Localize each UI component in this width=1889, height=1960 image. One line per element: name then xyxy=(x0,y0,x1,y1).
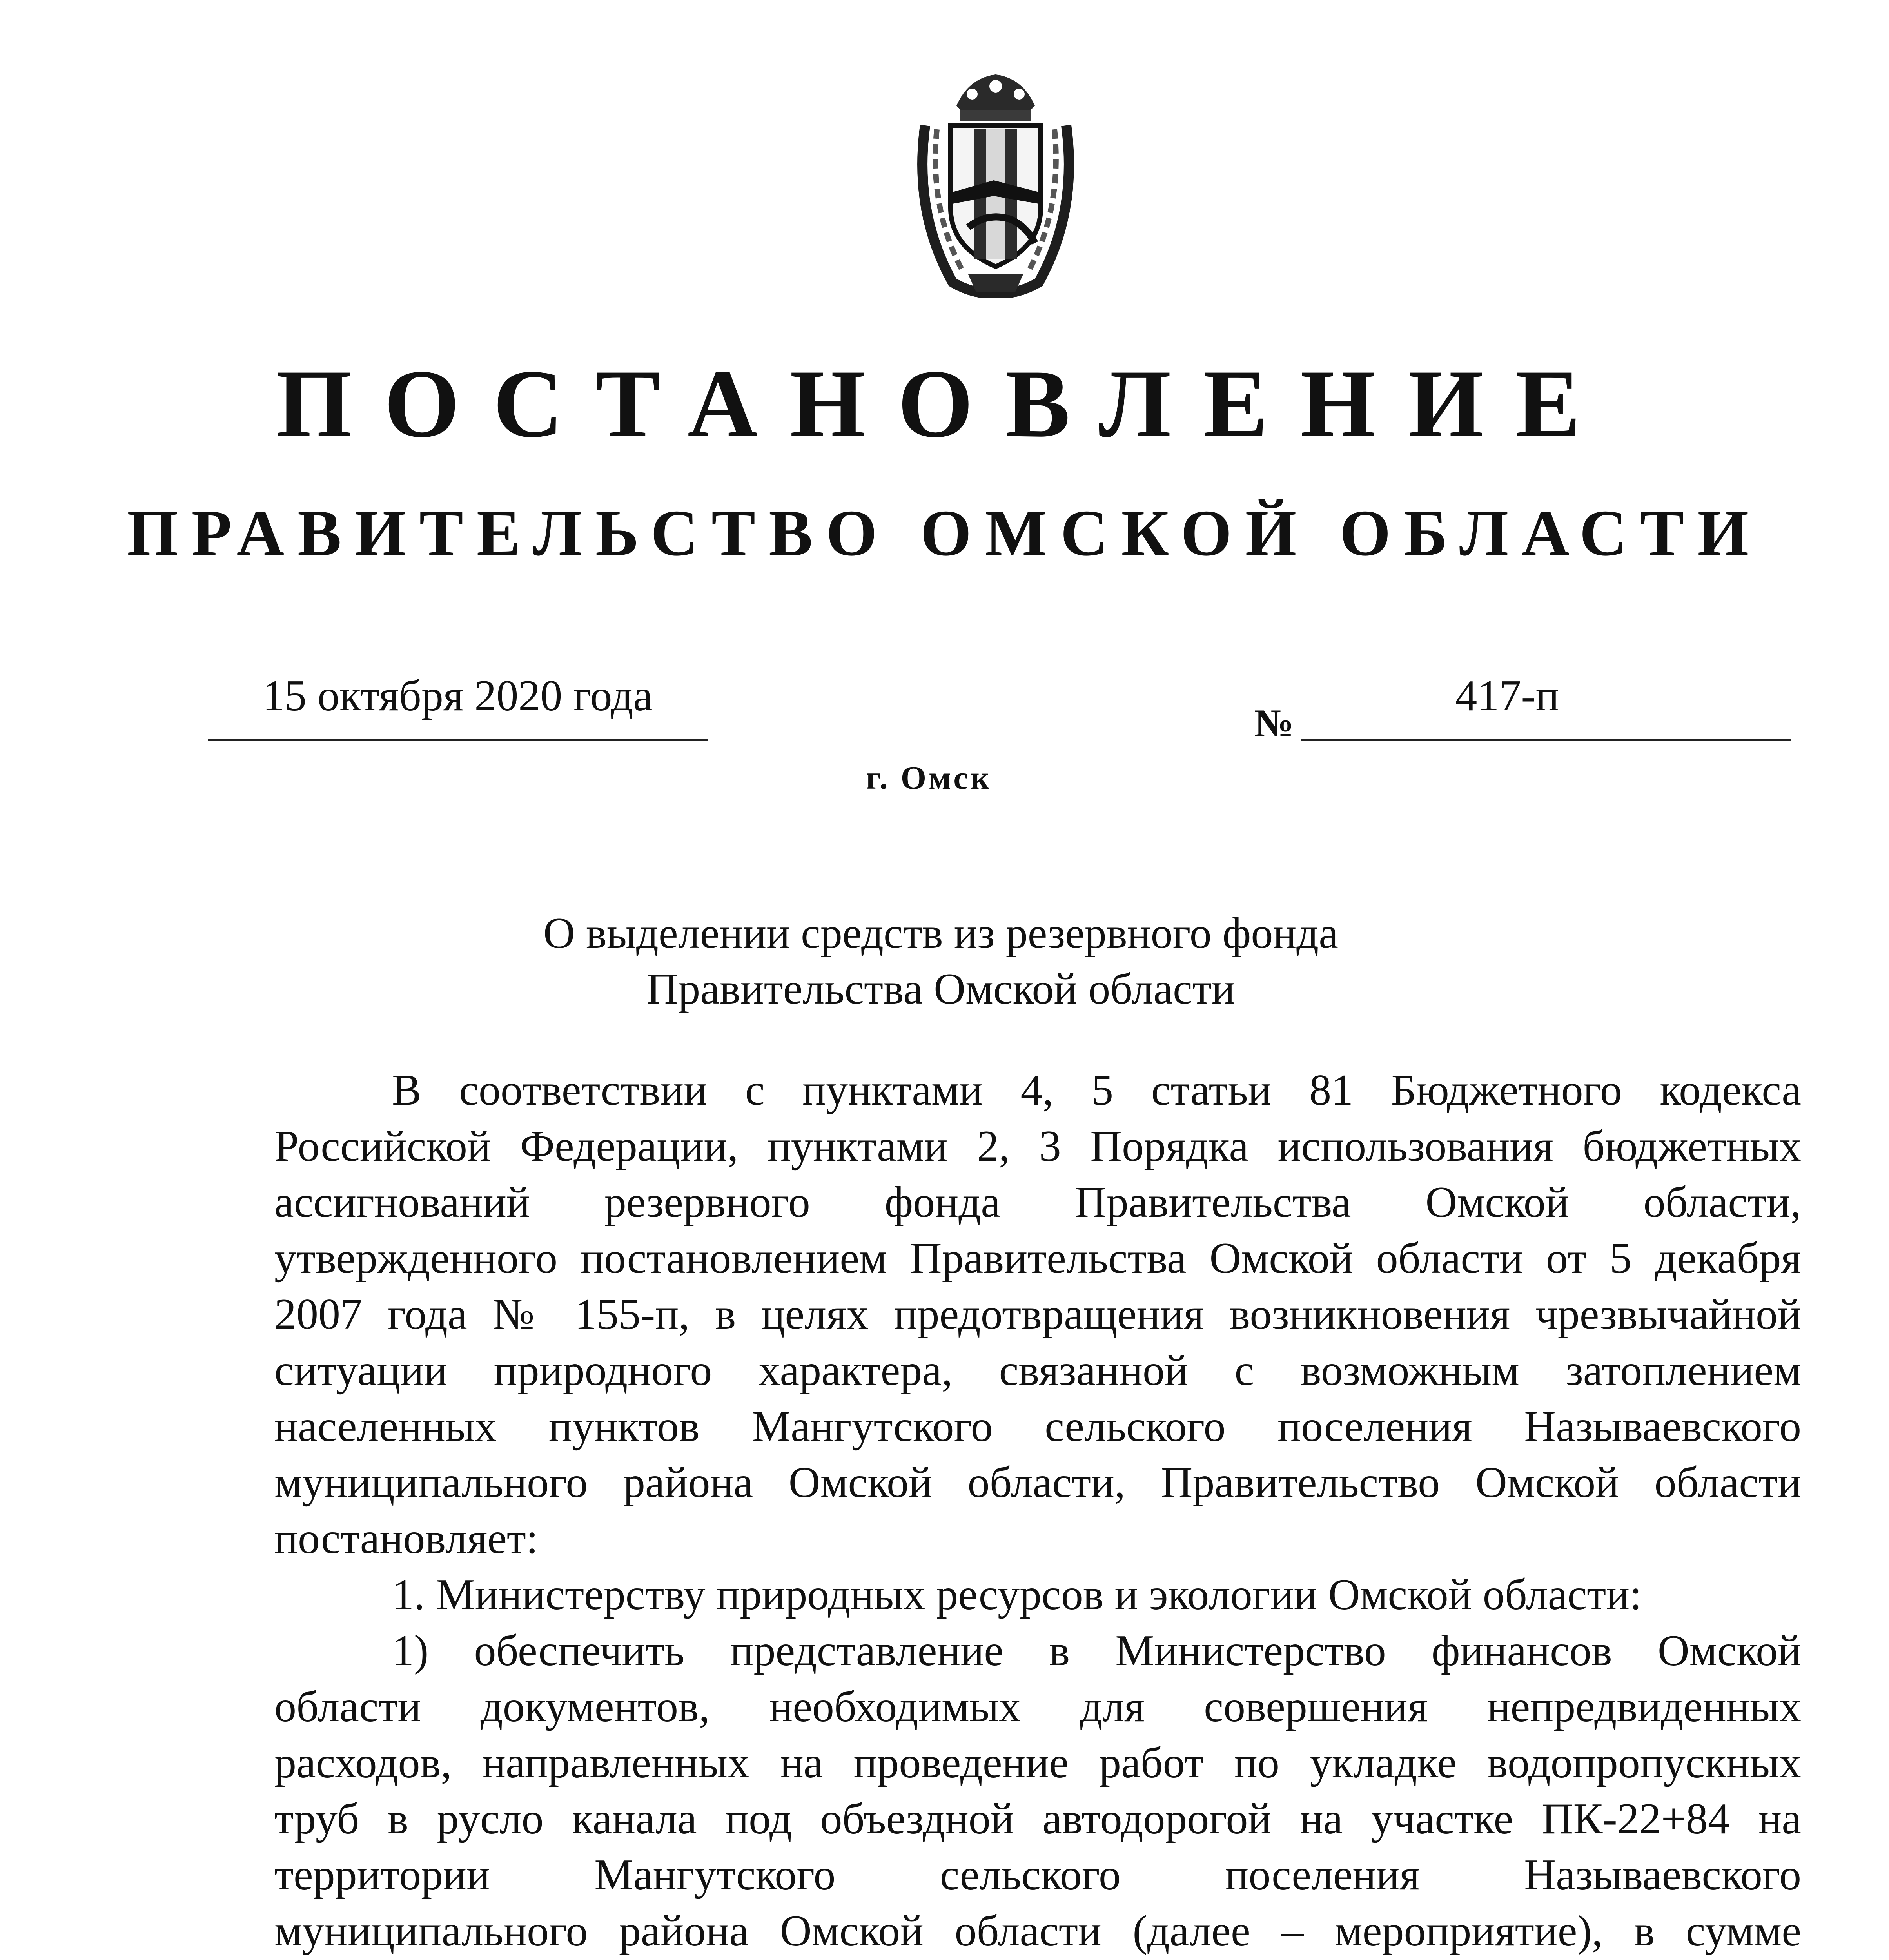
body-line: муниципального района Омской области (далее – мероприятие), в сумме xyxy=(274,1907,1801,1955)
document-title xyxy=(392,906,1490,1017)
title-line-1: О выделении средств из резервного фонда xyxy=(543,909,1338,958)
body-line: В соответствии с пунктами 4, 5 статьи 81 Бюджетного кодекса xyxy=(392,1066,1801,1114)
document-type-heading: ПОСТАНОВЛЕНИЕ xyxy=(276,350,1613,457)
body-line: 2007 года № 155-п, в целях предотвращения возникновения чрезвычайной xyxy=(274,1290,1801,1339)
body-line: постановляет: xyxy=(274,1514,538,1563)
body-line: населенных пунктов Мангутского сельского поселения Называевского xyxy=(274,1402,1801,1451)
body-line: утвержденного постановлением Правительства Омской области от 5 декабря xyxy=(274,1234,1801,1283)
number-sign: № xyxy=(1254,701,1294,745)
document-body xyxy=(274,1062,1801,1960)
issuer-heading: ПРАВИТЕЛЬСТВО ОМСКОЙ ОБЛАСТИ xyxy=(127,497,1762,570)
city-label: г. Омск xyxy=(866,760,992,796)
document-number: 417-п xyxy=(1301,666,1791,741)
body-line: 1. Министерству природных ресурсов и экологии Омской области: xyxy=(392,1570,1642,1619)
body-line: Российской Федерации, пунктами 2, 3 Порядка использования бюджетных xyxy=(274,1122,1801,1171)
omsk-oblast-coat-of-arms-icon xyxy=(909,63,1082,298)
body-line: ситуации природного характера, связанной с возможным затоплением xyxy=(274,1346,1801,1395)
body-line: муниципального района Омской области, Правительство Омской области xyxy=(274,1458,1801,1507)
title-line-2: Правительства Омской области xyxy=(646,965,1235,1013)
document-date: 15 октября 2020 года xyxy=(208,666,708,741)
body-line: территории Мангутского сельского поселения Называевского xyxy=(274,1851,1801,1899)
coat-of-arms-emblem xyxy=(909,63,1082,298)
body-line: области документов, необходимых для совершения непредвиденных xyxy=(274,1682,1801,1731)
body-line: 1) обеспечить представление в Министерство финансов Омской xyxy=(392,1626,1801,1675)
body-line: ассигнований резервного фонда Правительства Омской области, xyxy=(274,1178,1801,1227)
body-line: расходов, направленных на проведение работ по укладке водопропускных xyxy=(274,1739,1801,1787)
body-line: труб в русло канала под объездной автодорогой на участке ПК-22+84 на xyxy=(274,1795,1801,1843)
